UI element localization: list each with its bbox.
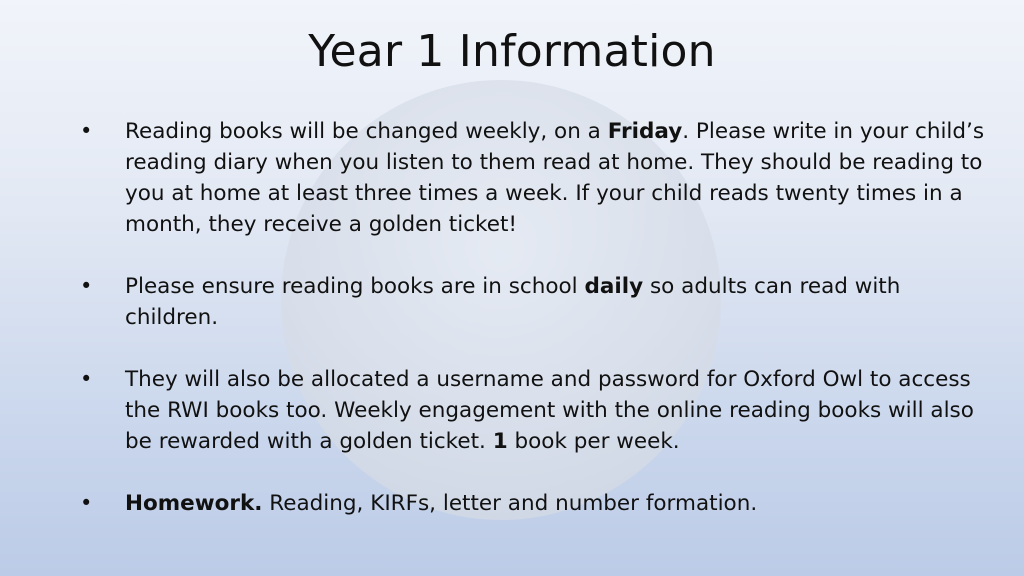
slide-title: Year 1 Information xyxy=(308,26,716,77)
text-run: Please ensure reading books are in school xyxy=(125,274,585,299)
text-run: so adults can read with children. xyxy=(125,274,901,330)
bullet-text xyxy=(125,116,1000,240)
text-run-bold: 1 xyxy=(492,429,508,454)
bullet-text xyxy=(125,271,1000,333)
bullet-marker: • xyxy=(80,491,93,515)
text-run: book per week. xyxy=(507,429,680,454)
text-run: . Please write in your child’s reading diary when you listen to them read at home. They should be reading to you at home at least three times a week. If your child reads twenty times in a month, they receive a golden ticket! xyxy=(125,119,985,237)
text-run-bold: Homework. xyxy=(125,491,263,516)
bullet-list xyxy=(80,116,1000,550)
text-run-bold: daily xyxy=(584,274,644,299)
text-run: Reading books will be changed weekly, on a xyxy=(125,119,608,144)
bullet-marker: • xyxy=(80,119,93,143)
text-run-bold: Friday xyxy=(607,119,683,144)
text-run: They will also be allocated a username and password for Oxford Owl to access the RWI books too. Weekly engagement with the online reading books will also be rewarded with a golden ticket. xyxy=(125,367,974,454)
bullet-marker: • xyxy=(80,367,93,391)
bullet-text xyxy=(125,364,1000,457)
bullet-marker: • xyxy=(80,274,93,298)
text-run: Reading, KIRFs, letter and number formation. xyxy=(262,491,758,516)
bullet-item-daily-books xyxy=(80,271,1000,333)
bullet-text xyxy=(125,488,1000,519)
bullet-item-oxford-owl xyxy=(80,364,1000,457)
bullet-item-homework xyxy=(80,488,1000,519)
bullet-item-friday-reading xyxy=(80,116,1000,240)
